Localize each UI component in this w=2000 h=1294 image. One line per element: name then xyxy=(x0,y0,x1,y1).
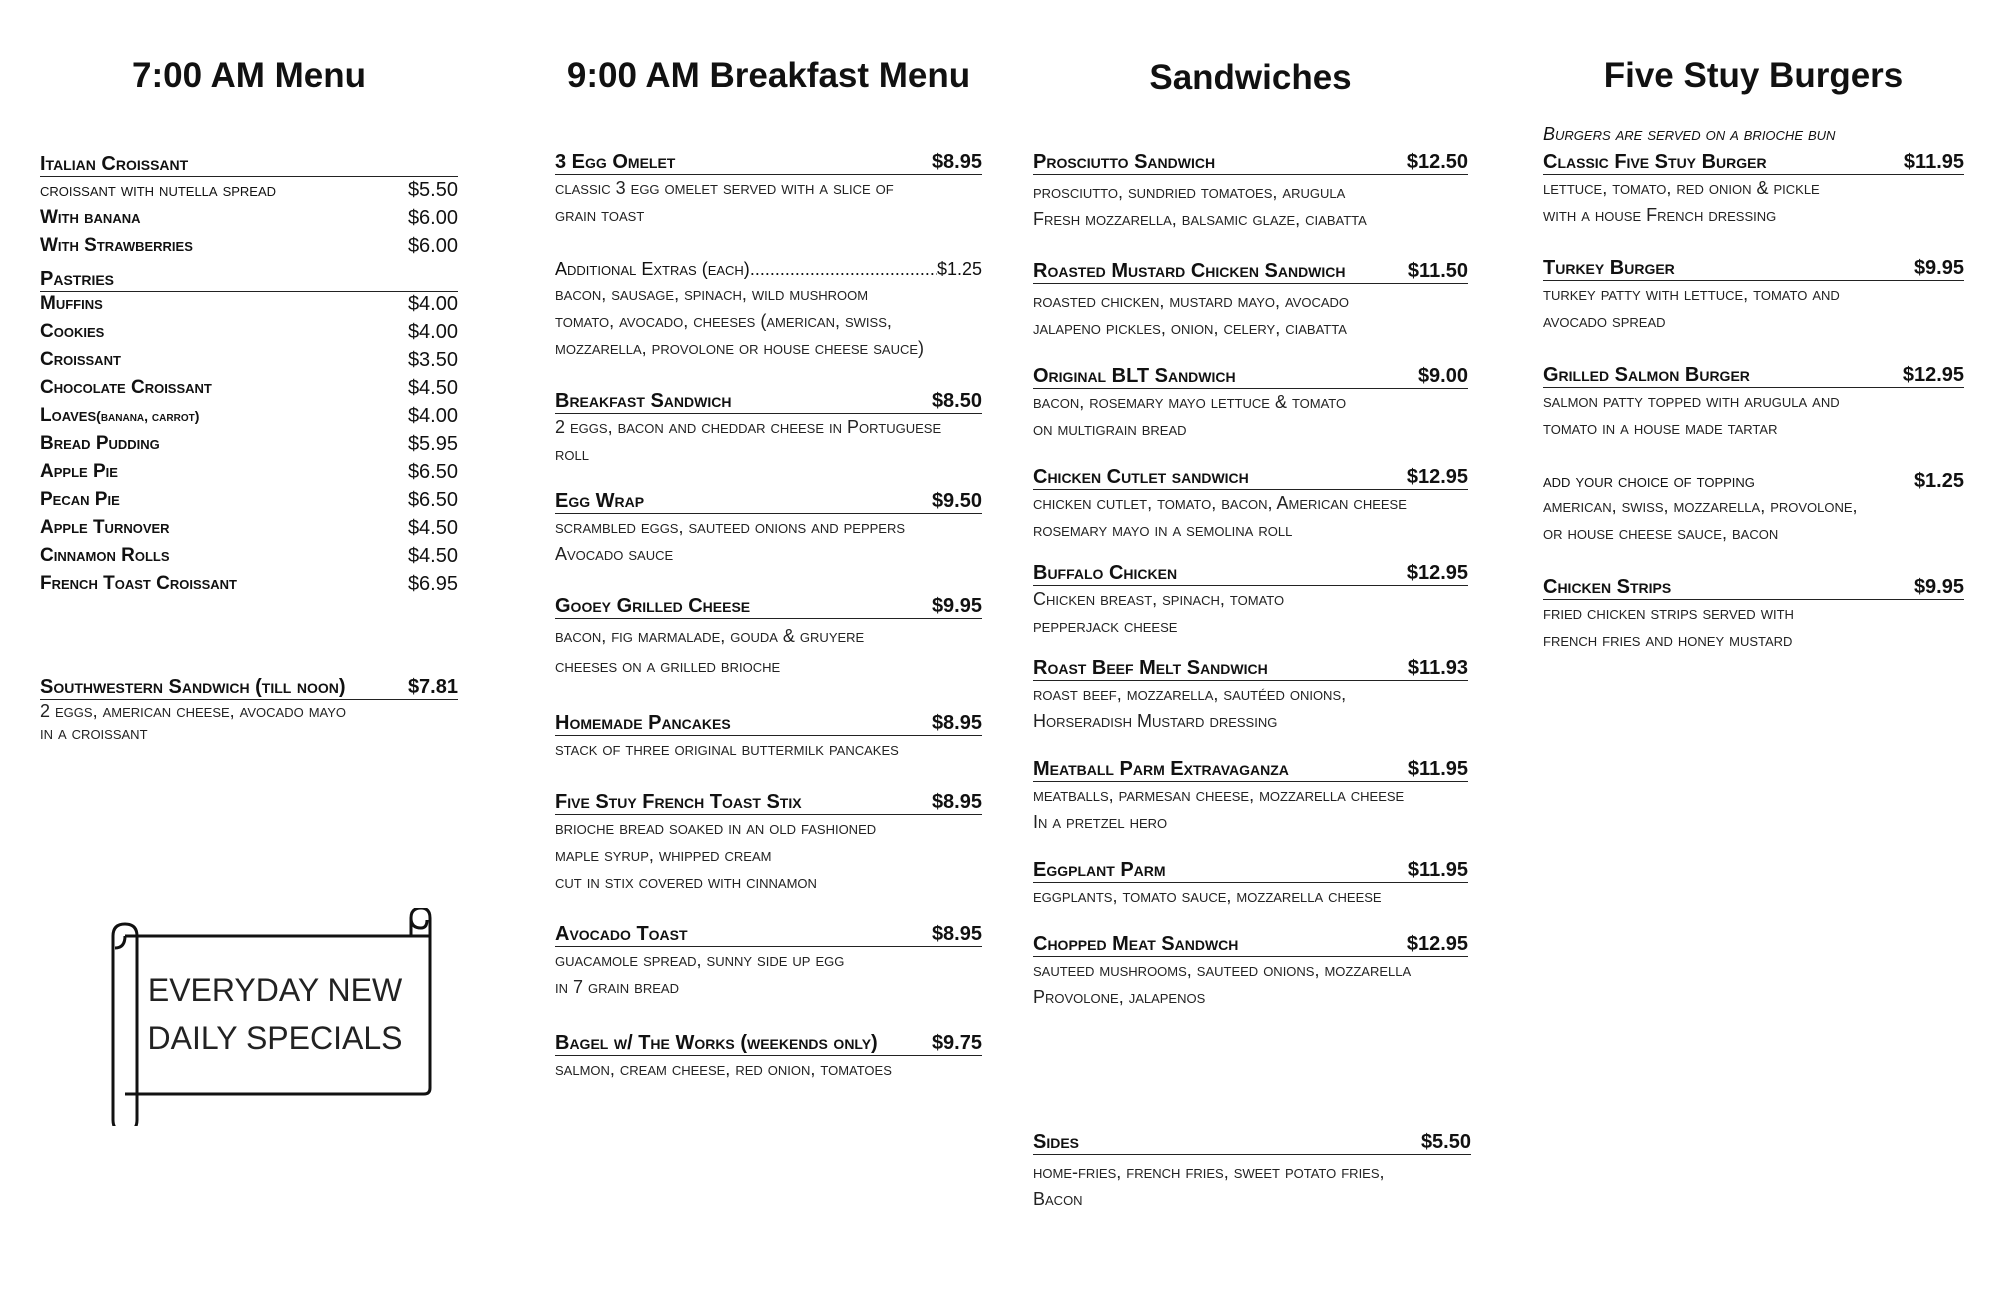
section-italian-croissant xyxy=(40,153,458,177)
item-description: Chicken breast, spinach, tomato pepperjack cheese xyxy=(1033,589,1285,636)
item-header: Egg Wrap $9.50 xyxy=(555,490,982,512)
item-additional-extras xyxy=(555,257,982,362)
item-header: Turkey Burger $9.95 xyxy=(1543,257,1964,279)
item-header: Buffalo Chicken $12.95 xyxy=(1033,562,1468,584)
menu-row: With Strawberries $6.00 xyxy=(40,235,458,257)
item-header: add your choice of topping $1.25 xyxy=(1543,470,1964,492)
item-sides xyxy=(1033,1131,1471,1213)
item-description: stack of three original buttermilk pancakes xyxy=(555,739,899,759)
item-chicken-cutlet xyxy=(1033,466,1468,544)
section-header: Italian Croissant xyxy=(40,153,458,177)
item-description: meatballs, parmesan cheese, mozzarella cheese In a pretzel hero xyxy=(1033,785,1405,832)
item-description: 2 eggs, american cheese, avocado mayo in a croissant xyxy=(40,701,347,743)
item-description: salmon patty topped with arugula and tomato in a house made tartar xyxy=(1543,391,1840,438)
item-description: chicken cutlet, tomato, bacon, American cheese rosemary mayo in a semolina roll xyxy=(1033,493,1407,540)
menu-row: French Toast Croissant $6.95 xyxy=(40,573,458,595)
item-description: brioche bread soaked in an old fashioned maple syrup, whipped cream cut in stix covered with cinnamon xyxy=(555,818,877,892)
item-roasted-mustard-chicken xyxy=(1033,260,1468,342)
item-header: Eggplant Parm $11.95 xyxy=(1033,859,1468,881)
item-buffalo-chicken xyxy=(1033,562,1468,640)
item-eggplant-parm xyxy=(1033,859,1468,910)
item-header: Meatball Parm Extravaganza $11.95 xyxy=(1033,758,1468,780)
item-gooey-grilled-cheese xyxy=(555,595,982,681)
column-breakfast-menu xyxy=(555,0,982,1294)
item-chopped-meat xyxy=(1033,933,1468,1011)
item-description: bacon, rosemary mayo lettuce & tomato on multigrain bread xyxy=(1033,392,1347,439)
section-pastries xyxy=(40,268,458,292)
item-description: american, swiss, mozzarella, provolone, or house cheese sauce, bacon xyxy=(1543,496,1858,543)
item-header: Chicken Cutlet sandwich $12.95 xyxy=(1033,466,1468,488)
item-3-egg-omelet xyxy=(555,151,982,229)
item-chicken-strips xyxy=(1543,576,1964,654)
column-sandwiches xyxy=(1033,0,1471,1294)
item-roast-beef-melt xyxy=(1033,657,1468,735)
item-header: Bagel w/ The Works (weekends only) $9.75 xyxy=(555,1032,982,1054)
menu-row: croissant with nutella spread $5.50 xyxy=(40,179,458,201)
item-header: Avocado Toast $8.95 xyxy=(555,923,982,945)
item-description: salmon, cream cheese, red onion, tomatoes xyxy=(555,1059,892,1079)
menu-row: Bread Pudding $5.95 xyxy=(40,433,458,455)
item-description: roast beef, mozzarella, sautéed onions, Horseradish Mustard dressing xyxy=(1033,684,1347,731)
item-description: bacon, sausage, spinach, wild mushroom tomato, avocado, cheeses (american, swiss, mozzarella, provolone or house cheese sauce) xyxy=(555,284,925,358)
item-breakfast-sandwich xyxy=(555,390,982,468)
item-description: turkey patty with lettuce, tomato and avocado spread xyxy=(1543,284,1840,331)
menu-row: Croissant $3.50 xyxy=(40,349,458,371)
menu-title-sandwiches: Sandwiches xyxy=(1149,58,1352,97)
item-header: Roasted Mustard Chicken Sandwich $11.50 xyxy=(1033,260,1468,282)
menu-row: Apple Turnover $4.50 xyxy=(40,517,458,539)
item-header: Gooey Grilled Cheese $9.95 xyxy=(555,595,982,617)
item-classic-burger xyxy=(1543,151,1964,229)
item-header: Breakfast Sandwich $8.50 xyxy=(555,390,982,412)
item-homemade-pancakes xyxy=(555,712,982,763)
column-burgers xyxy=(1543,0,1964,1294)
menu-row: Apple Pie $6.50 xyxy=(40,461,458,483)
menu-row: Cinnamon Rolls $4.50 xyxy=(40,545,458,567)
menu-row: Muffins $4.00 xyxy=(40,293,458,315)
item-description: home-fries, french fries, sweet potato fries, Bacon xyxy=(1033,1162,1385,1209)
item-prosciutto-sandwich xyxy=(1033,151,1468,233)
item-meatball-parm xyxy=(1033,758,1468,836)
item-header: Classic Five Stuy Burger $11.95 xyxy=(1543,151,1964,173)
item-header: Additional Extras (each) ..... $1.25 xyxy=(555,257,982,281)
item-header: Homemade Pancakes $8.95 xyxy=(555,712,982,734)
item-header: Grilled Salmon Burger $12.95 xyxy=(1543,364,1964,386)
item-grilled-salmon-burger xyxy=(1543,364,1964,442)
pastries-list xyxy=(40,290,458,598)
item-description: sauteed mushrooms, sauteed onions, mozzarella Provolone, jalapenos xyxy=(1033,960,1412,1007)
item-description: eggplants, tomato sauce, mozzarella cheese xyxy=(1033,886,1382,906)
item-description: prosciutto, sundried tomatoes, arugula Fresh mozzarella, balsamic glaze, ciabatta xyxy=(1033,182,1367,229)
item-description: bacon, fig marmalade, gouda & gruyere cheeses on a grilled brioche xyxy=(555,626,865,676)
menu-row: Pecan Pie $6.50 xyxy=(40,489,458,511)
item-turkey-burger xyxy=(1543,257,1964,335)
item-french-toast-stix xyxy=(555,791,982,896)
item-header: Chicken Strips $9.95 xyxy=(1543,576,1964,598)
item-original-blt xyxy=(1033,365,1468,443)
item-description: 2 eggs, bacon and cheddar cheese in Portuguese roll xyxy=(555,417,942,464)
burger-bun-note: Burgers are served on a brioche bun xyxy=(1543,124,1836,144)
italian-croissant-rows xyxy=(40,176,458,260)
menu-row: Cookies $4.00 xyxy=(40,321,458,343)
item-header: Roast Beef Melt Sandwich $11.93 xyxy=(1033,657,1468,679)
item-description: guacamole spread, sunny side up egg in 7 grain bread xyxy=(555,950,845,997)
item-header: Prosciutto Sandwich $12.50 xyxy=(1033,151,1468,173)
item-header: Sides $5.50 xyxy=(1033,1131,1471,1153)
menu-row: Loaves(banana, carrot) $4.00 xyxy=(40,405,458,427)
item-egg-wrap xyxy=(555,490,982,568)
daily-specials-banner xyxy=(95,908,455,1126)
menu-row: With banana $6.00 xyxy=(40,207,458,229)
item-header: Five Stuy French Toast Stix $8.95 xyxy=(555,791,982,813)
item-header: Original BLT Sandwich $9.00 xyxy=(1033,365,1468,387)
item-description: fried chicken strips served with french fries and honey mustard xyxy=(1543,603,1794,650)
item-header: Southwestern Sandwich (till noon) $7.81 xyxy=(40,676,458,698)
menu-title-7am: 7:00 AM Menu xyxy=(131,56,366,95)
item-avocado-toast xyxy=(555,923,982,1001)
item-description: roasted chicken, mustard mayo, avocado jalapeno pickles, onion, celery, ciabatta xyxy=(1033,291,1350,338)
item-header: 3 Egg Omelet $8.95 xyxy=(555,151,982,173)
menu-row: Chocolate Croissant $4.50 xyxy=(40,377,458,399)
item-bagel-works xyxy=(555,1032,982,1083)
item-description: classic 3 egg omelet served with a slice of grain toast xyxy=(555,178,894,225)
menu-title-burgers: Five Stuy Burgers xyxy=(1603,56,1904,95)
item-topping xyxy=(1543,469,1964,547)
item-southwestern-sandwich xyxy=(40,676,458,744)
item-description: lettuce, tomato, red onion & pickle with a house French dressing xyxy=(1543,178,1820,225)
item-description: scrambled eggs, sauteed onions and peppers Avocado sauce xyxy=(555,517,906,564)
section-header: Pastries xyxy=(40,268,458,292)
item-header: Chopped Meat Sandwch $12.95 xyxy=(1033,933,1468,955)
menu-title-breakfast: 9:00 AM Breakfast Menu xyxy=(566,56,971,95)
daily-specials-text: EVERYDAY NEW DAILY SPECIALS xyxy=(147,972,403,1056)
